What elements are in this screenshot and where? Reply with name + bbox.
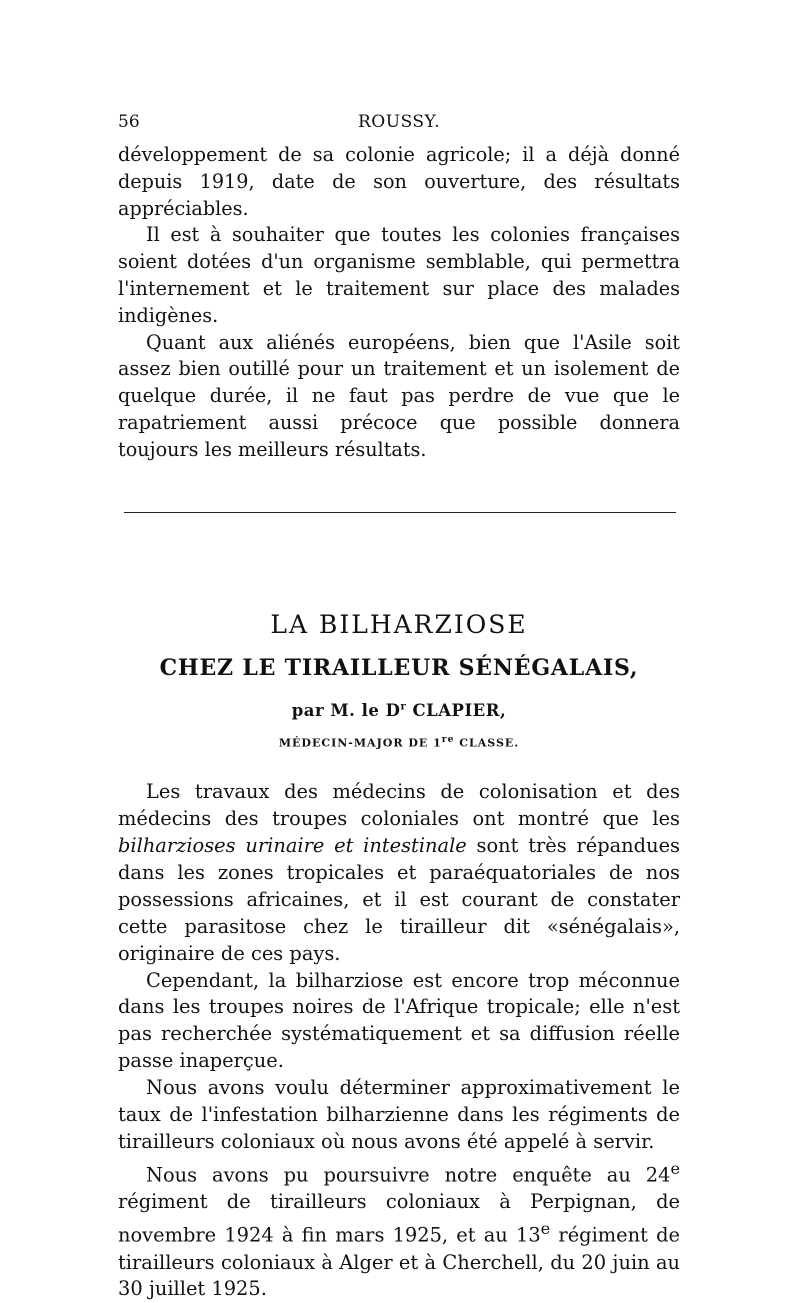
- ordinal-sup: e: [670, 1158, 680, 1178]
- byline-name: CLAPIER,: [406, 700, 507, 720]
- paragraph: Il est à souhaiter que toutes les colonies françaises soient dotées d'un organisme semblable, qui permettra l'internement et le traitement sur place des malades indigènes.: [118, 223, 680, 327]
- document-page: [118, 112, 680, 1303]
- article-subtitle: CHEZ LE TIRAILLEUR SÉNÉGALAIS,: [159, 654, 639, 681]
- running-title: ROUSSY.: [358, 112, 440, 132]
- paragraph: développement de sa colonie agricole; il a déjà donné depuis 1919, date de son ouverture, des résultats appréciables.: [118, 143, 680, 220]
- section-separator: [124, 512, 676, 513]
- byline-sup: r: [400, 701, 407, 713]
- paragraph: Cependant, la bilharziose est encore trop méconnue dans les troupes noires de l'Afrique tropicale; elle n'est pas recherchée systématiquement et sa diffusion réelle passe inaperçue.: [118, 968, 680, 1073]
- ordinal-sup: e: [540, 1219, 551, 1239]
- previous-article-conclusion: [118, 142, 680, 464]
- paragraph: Nous avons voulu déterminer approximativement le taux de l'infestation bilharzienne dans les régiments de tirailleurs coloniaux où nous avons été appelé à servir.: [118, 1076, 680, 1153]
- paragraph: [118, 779, 680, 967]
- rank-prefix: MÉDECIN-MAJOR DE 1: [278, 736, 442, 750]
- article-body: [118, 779, 680, 1303]
- text-run: régiment de tirailleurs coloniaux à Alger et à Cherchell, du 20 juin au 30 juillet 1925.: [118, 1223, 681, 1301]
- text-run: Les travaux des médecins de colonisation et des médecins des troupes coloniales ont montré que les: [118, 780, 680, 831]
- author-rank: [118, 734, 680, 750]
- rank-suffix: CLASSE.: [454, 736, 520, 750]
- italic-term: bilharzioses urinaire et intestinale: [118, 834, 467, 858]
- text-run: sont très répandues dans les zones tropicales et paraéquatoriales de nos possessions africaines, et il est courant de constater cette parasitose chez le tirailleur dit «sénégalais», originaire de ces pays.: [118, 834, 680, 965]
- text-run: régiment de tirailleurs coloniaux à Perpignan, de novembre 1924 à fin mars 1925, et au 13: [118, 1190, 680, 1247]
- text-run: Nous avons pu poursuivre notre enquête au 24: [146, 1163, 671, 1187]
- page-number: 56: [118, 112, 140, 132]
- paragraph: [118, 1156, 680, 1303]
- paragraph: Quant aux aliénés européens, bien que l'Asile soit assez bien outillé pour un traitement et un isolement de quelque durée, il ne faut pas perdre de vue que le rapatriement aussi précoce que possible donnera toujours les meilleurs résultats.: [118, 330, 680, 461]
- article-byline: [118, 701, 680, 720]
- byline-prefix: par M. le D: [291, 700, 401, 720]
- article-title: LA BILHARZIOSE: [270, 609, 528, 639]
- running-head: [118, 112, 680, 142]
- rank-sup: re: [441, 733, 455, 745]
